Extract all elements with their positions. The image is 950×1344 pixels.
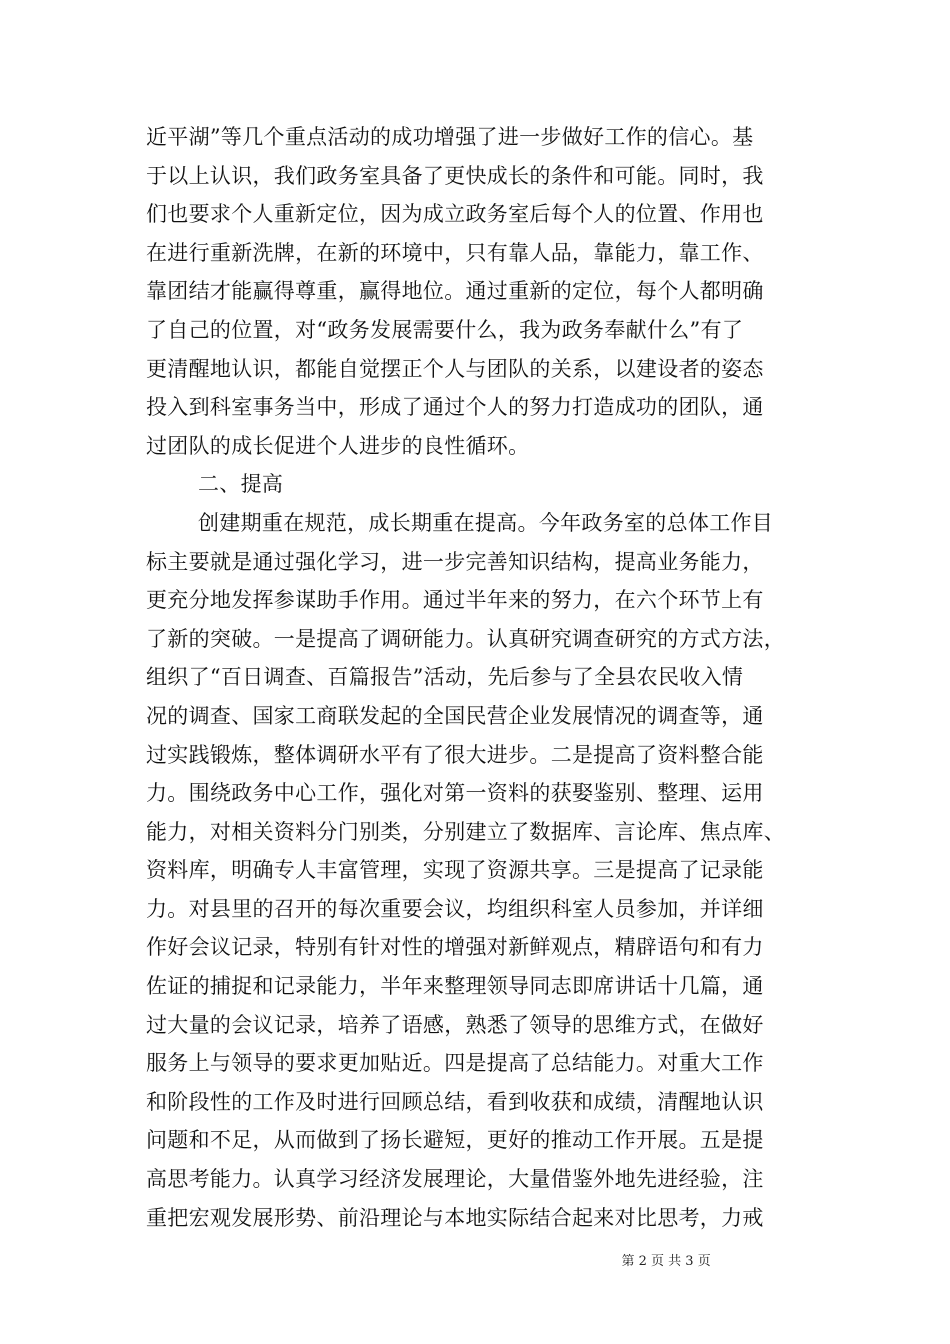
text-line: 更清醒地认识，都能自觉摆正个人与团队的关系，以建设者的姿态 bbox=[146, 356, 764, 381]
text-line: 们也要求个人重新定位，因为成立政务室后每个人的位置、作用也 bbox=[146, 202, 764, 227]
text-line: 了自己的位置，对“政务发展需要什么，我为政务奉献什么”有了 bbox=[146, 317, 744, 342]
text-line: 在进行重新洗牌，在新的环境中，只有靠人品，靠能力，靠工作、 bbox=[146, 240, 764, 265]
text-line: 重把宏观发展形势、前沿理论与本地实际结合起来对比思考，力戒 bbox=[146, 1205, 764, 1230]
text-line: 资料库，明确专人丰富管理，实现了资源共享。三是提高了记录能 bbox=[146, 858, 764, 883]
text-line: 过实践锻炼，整体调研水平有了很大进步。二是提高了资料整合能 bbox=[146, 742, 764, 767]
text-line: 更充分地发挥参谋助手作用。通过半年来的努力，在六个环节上有 bbox=[146, 588, 764, 613]
text-line: 问题和不足，从而做到了扬长避短，更好的推动工作开展。五是提 bbox=[146, 1128, 764, 1153]
text-line: 了新的突破。一是提高了调研能力。认真研究调查研究的方式方法， bbox=[146, 626, 785, 651]
text-line: 和阶段性的工作及时进行回顾总结，看到收获和成绩，清醒地认识 bbox=[146, 1089, 764, 1114]
text-line: 近平湖”等几个重点活动的成功增强了进一步做好工作的信心。基 bbox=[146, 125, 754, 149]
text-line: 力。对县里的召开的每次重要会议，均组织科室人员参加，并详细 bbox=[146, 896, 764, 921]
body-text bbox=[146, 118, 806, 1237]
text-line: 能力，对相关资料分门别类，分别建立了数据库、言论库、焦点库、 bbox=[146, 819, 785, 844]
text-line: 投入到科室事务当中，形成了通过个人的努力打造成功的团队，通 bbox=[146, 395, 764, 420]
text-line: 过大量的会议记录，培养了语感，熟悉了领导的思维方式，在做好 bbox=[146, 1012, 764, 1037]
text-line: 服务上与领导的要求更加贴近。四是提高了总结能力。对重大工作 bbox=[146, 1051, 764, 1076]
paragraph-first-line: 创建期重在规范，成长期重在提高。今年政务室的总体工作目 bbox=[198, 510, 774, 535]
text-line: 标主要就是通过强化学习，进一步完善知识结构，提高业务能力， bbox=[146, 549, 764, 574]
text-line: 组织了“百日调查、百篇报告”活动，先后参与了全县农民收入情 bbox=[146, 665, 744, 690]
text-line: 佐证的捕捉和记录能力，半年来整理领导同志即席讲话十几篇，通 bbox=[146, 974, 764, 999]
text-line: 作好会议记录，特别有针对性的增强对新鲜观点，精辟语句和有力 bbox=[146, 935, 764, 960]
text-line: 力。围绕政务中心工作，强化对第一资料的获娶鉴别、整理、运用 bbox=[146, 781, 764, 806]
text-line: 高思考能力。认真学习经济发展理论，大量借鉴外地先进经验，注 bbox=[146, 1167, 764, 1192]
text-line: 靠团结才能赢得尊重，赢得地位。通过重新的定位，每个人都明确 bbox=[146, 279, 764, 304]
section-heading: 二、提高 bbox=[198, 472, 284, 497]
text-line: 于以上认识，我们政务室具备了更快成长的条件和可能。同时，我 bbox=[146, 163, 764, 188]
text-line: 况的调查、国家工商联发起的全国民营企业发展情况的调查等，通 bbox=[146, 703, 764, 728]
text-line: 过团队的成长促进个人进步的良性循环。 bbox=[146, 433, 530, 458]
page-footer bbox=[0, 1250, 950, 1269]
page-number: 第 2 页 共 3 页 bbox=[621, 1254, 711, 1269]
